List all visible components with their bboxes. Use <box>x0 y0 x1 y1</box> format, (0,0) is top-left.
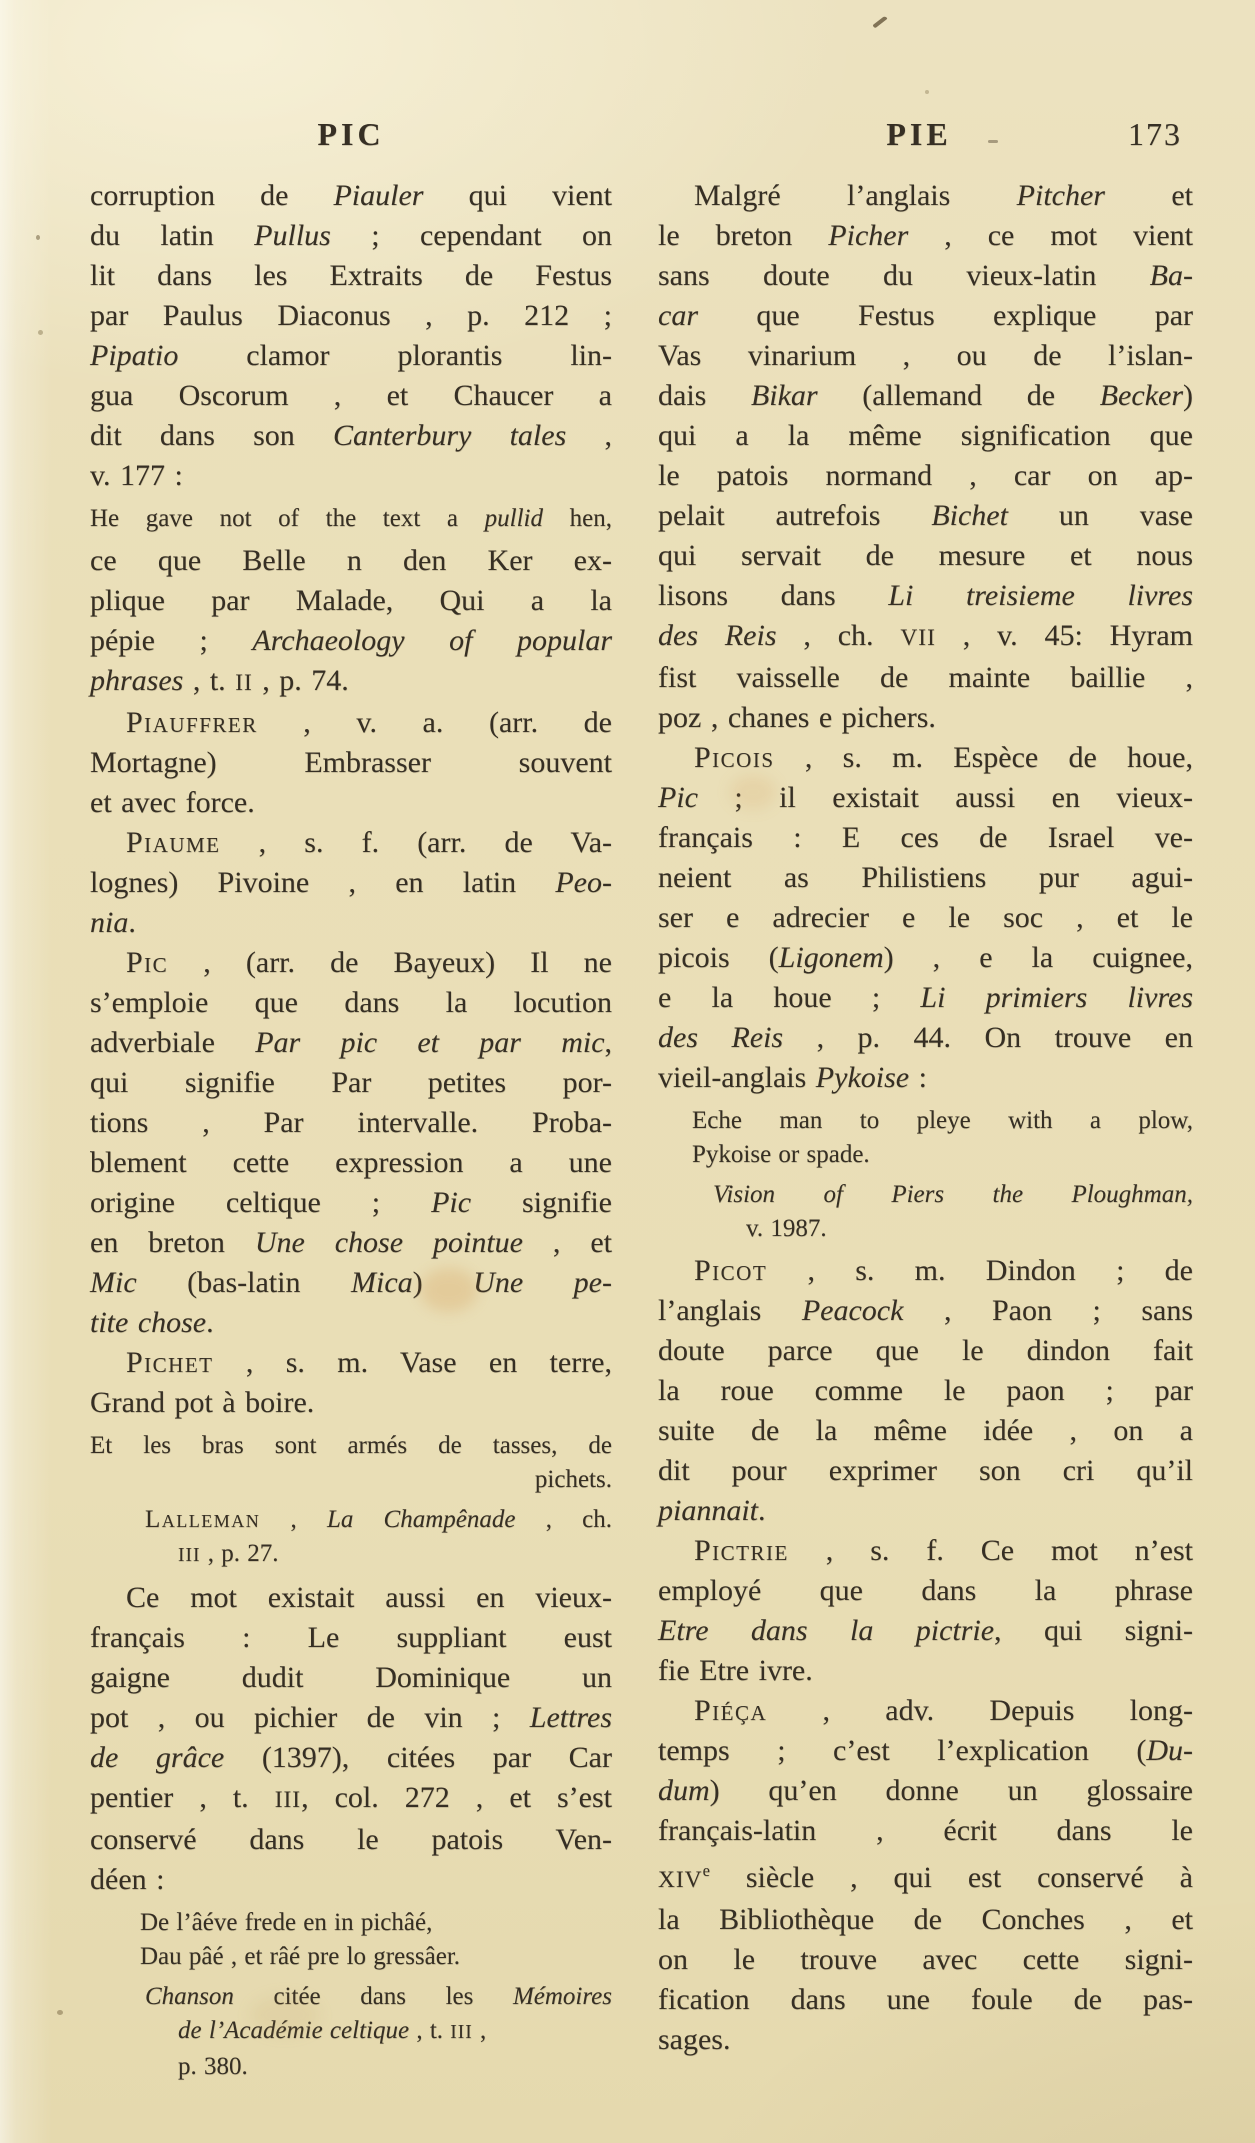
text-run: Mortagne) Embrasser souvent <box>90 746 612 779</box>
text-line <box>90 2014 612 2050</box>
text-run: qui vient <box>423 179 612 212</box>
text-run: Pullus <box>254 219 331 252</box>
scan-artifact-mark <box>988 140 998 143</box>
text-line <box>90 376 612 416</box>
text-run: v. 1987. <box>746 1215 827 1242</box>
text-run: Mica <box>351 1266 413 1299</box>
text-run: sans doute du vieux-latin <box>658 259 1150 292</box>
text-line <box>90 783 612 823</box>
text-run: un vase <box>1007 499 1194 532</box>
text-line <box>90 1103 612 1143</box>
text-run: du latin <box>90 219 255 252</box>
text-line <box>90 1820 612 1860</box>
text-run: Mic <box>90 1266 137 1299</box>
text-run: . <box>206 1306 214 1339</box>
text-line <box>658 216 1193 256</box>
text-line <box>658 978 1193 1018</box>
text-run: p. 380. <box>178 2053 248 2080</box>
text-run: ce que Belle n den Ker ex- <box>90 544 612 577</box>
text-run: gaigne dudit Dominique un <box>90 1661 612 1694</box>
text-line <box>90 1658 612 1698</box>
text-run: Picot <box>694 1254 768 1287</box>
text-run: français : Le suppliant eust <box>90 1621 612 1654</box>
text-run: Li treisieme livres <box>888 579 1193 612</box>
text-run: Chanson <box>145 1983 234 2010</box>
text-run: Pic <box>431 1186 472 1219</box>
text-run: Malgré l’anglais <box>694 179 1017 212</box>
text-run: blement cette expression a une <box>90 1146 612 1179</box>
text-run: dum <box>658 1774 710 1807</box>
text-run: vieil-anglais <box>658 1061 816 1094</box>
text-run: , t. <box>183 664 236 697</box>
text-run: de grâce <box>90 1741 225 1774</box>
text-line <box>658 1331 1193 1371</box>
text-run: , p. 74. <box>252 664 349 697</box>
text-line <box>90 983 612 1023</box>
text-run: Pic <box>658 781 698 814</box>
text-run: ) <box>412 1266 474 1299</box>
text-line <box>658 858 1193 898</box>
text-run: lit dans les Extraits de Festus <box>90 259 612 292</box>
text-run: clamor plorantis lin- <box>178 339 612 372</box>
text-run: Pitcher <box>1016 179 1105 212</box>
text-line <box>658 778 1193 818</box>
text-line <box>90 336 612 376</box>
text-run: Pictrie <box>694 1534 789 1567</box>
text-line <box>658 1178 1193 1212</box>
text-run: conservé dans le patois Ven- <box>90 1823 612 1856</box>
text-run: lisons dans <box>658 579 889 612</box>
text-run: Du- <box>1146 1734 1193 1767</box>
text-run: dais <box>658 379 751 412</box>
text-run: , s. f. Ce mot n’est <box>788 1534 1193 1567</box>
paragraph <box>658 1691 1193 2060</box>
text-run: Grand pot à boire. <box>90 1386 315 1419</box>
paragraph <box>90 1343 612 1423</box>
text-line <box>658 1018 1193 1058</box>
text-line <box>658 176 1193 216</box>
text-run: gua Oscorum , et Chaucer a <box>90 379 612 412</box>
text-run: l’anglais <box>658 1294 802 1327</box>
text-run: III <box>274 1787 302 1813</box>
text-run: picois ( <box>658 941 779 974</box>
paragraph <box>90 176 612 496</box>
scan-artifact-mark <box>872 15 887 28</box>
text-line <box>90 296 612 336</box>
text-run: Archaeology of popular <box>252 624 612 657</box>
text-run: Pichet <box>126 1346 214 1379</box>
text-run: Becker <box>1099 379 1183 412</box>
text-line <box>658 296 1193 336</box>
text-run: citée dans les <box>233 1983 513 2010</box>
text-line <box>90 1143 612 1183</box>
text-run: ser e adrecier e le soc , et le <box>658 901 1193 934</box>
text-line <box>90 1980 612 2014</box>
text-line <box>658 496 1193 536</box>
text-line <box>90 743 612 783</box>
text-line <box>658 938 1193 978</box>
text-line <box>658 1058 1193 1098</box>
text-line <box>90 863 612 903</box>
text-run: piannait <box>658 1494 759 1527</box>
paragraph <box>90 1578 612 1900</box>
text-line <box>90 1618 612 1658</box>
text-line <box>90 416 612 456</box>
text-run: dit pour exprimer son cri qu’il <box>658 1454 1193 1487</box>
text-run: He gave not of the text a <box>90 505 485 532</box>
left-column <box>90 176 612 2089</box>
text-line <box>90 1383 612 1423</box>
text-run: et avec force. <box>90 786 255 819</box>
cite <box>90 1503 612 1573</box>
text-run: (allemand de <box>817 379 1100 412</box>
text-run: hen, <box>543 505 612 532</box>
text-run: ) qu’en donne un glossaire <box>709 1774 1193 1807</box>
text-line <box>90 256 612 296</box>
text-run: pelait autrefois <box>658 499 932 532</box>
text-run: siècle , qui est conservé à <box>709 1861 1193 1894</box>
text-run: de l’Académie celtique <box>178 2017 410 2044</box>
paragraph <box>658 738 1193 1098</box>
text-run: Piauffrer <box>126 706 258 739</box>
text-line <box>90 703 612 743</box>
text-run: des Reis <box>658 1021 784 1054</box>
text-line <box>658 738 1193 778</box>
text-run: Lalleman <box>145 1506 261 1533</box>
text-run: , s. m. Dindon ; de <box>767 1254 1193 1287</box>
text-run: Li primiers livres <box>920 981 1194 1014</box>
text-run: , ch. <box>776 619 901 652</box>
text-line <box>658 536 1193 576</box>
text-run: employé que dans la phrase <box>658 1574 1193 1607</box>
text-run: ) <box>1183 379 1193 412</box>
text-run: Eche man to pleye with a plow, <box>692 1107 1193 1134</box>
text-run: fist vaisselle de mainte baillie , <box>658 661 1193 694</box>
text-run: que Festus explique par <box>698 299 1193 332</box>
scan-speck <box>36 235 40 240</box>
text-run: . <box>128 906 136 939</box>
text-run: : <box>909 1061 927 1094</box>
text-run: pentier , t. <box>90 1781 275 1814</box>
text-line <box>658 698 1193 738</box>
text-line <box>658 616 1193 658</box>
text-line <box>90 661 612 703</box>
text-run: pullid <box>484 505 543 532</box>
text-line <box>658 1651 1193 1691</box>
text-run: lognes) Pivoine , en latin <box>90 866 556 899</box>
text-run: corruption de <box>90 179 334 212</box>
text-run: Piéça <box>694 1694 768 1727</box>
text-run: v. 177 : <box>90 459 183 492</box>
text-line <box>658 1980 1193 2020</box>
text-line <box>90 1537 612 1573</box>
text-run: Bikar <box>750 379 818 412</box>
text-run: Mémoires <box>512 1983 612 2010</box>
text-run: phrases <box>90 664 184 697</box>
text-run: poz , chanes e pichers. <box>658 701 936 734</box>
text-line <box>658 576 1193 616</box>
text-run: Pipatio <box>90 339 179 372</box>
paragraph <box>658 176 1193 738</box>
text-line <box>90 541 612 581</box>
text-line <box>658 1771 1193 1811</box>
text-line <box>658 1411 1193 1451</box>
text-run: , <box>260 1506 327 1533</box>
text-run: fie Etre ivre. <box>658 1654 813 1687</box>
text-run: pot , ou pichier de vin ; <box>90 1701 530 1734</box>
text-line <box>658 1900 1193 1940</box>
text-run: , adv. Depuis long- <box>767 1694 1193 1727</box>
text-run: tions , Par intervalle. Proba- <box>90 1106 612 1139</box>
text-run: des Reis <box>658 619 777 652</box>
text-run: . <box>758 1494 766 1527</box>
text-line <box>658 818 1193 858</box>
text-run: VII <box>900 625 936 651</box>
text-run: II <box>235 670 253 696</box>
text-run: , (arr. de Bayeux) Il ne <box>168 946 612 979</box>
text-run: ) , e la cuignee, <box>883 941 1193 974</box>
text-line <box>658 1104 1193 1138</box>
running-title-left: PIC <box>317 116 385 152</box>
text-run: plique par Malade, Qui a la <box>90 584 612 617</box>
text-line <box>90 1860 612 1900</box>
paragraph <box>658 1251 1193 1531</box>
text-run: Peacock <box>801 1294 904 1327</box>
text-run: qui signifie Par petites por- <box>90 1066 612 1099</box>
text-run: La Champênade <box>326 1506 516 1533</box>
text-run: Piauler <box>333 179 424 212</box>
text-run: , s. f. (arr. de Va- <box>220 826 612 859</box>
text-run: , <box>472 2017 487 2044</box>
text-run: Pic <box>126 946 169 979</box>
text-run: temps ; c’est l’explication ( <box>658 1734 1147 1767</box>
text-run: Ba- <box>1149 259 1193 292</box>
text-run: signifie <box>471 1186 612 1219</box>
text-line <box>90 581 612 621</box>
text-run: , ch. <box>515 1506 612 1533</box>
running-title-right: PIE <box>886 116 952 152</box>
text-run: Et les bras sont armés de tasses, de <box>90 1432 612 1459</box>
text-run: le breton <box>658 219 829 252</box>
text-run: , col. 272 , et s’est <box>301 1781 612 1814</box>
text-run: Pykoise <box>815 1061 910 1094</box>
text-line <box>90 1343 612 1383</box>
text-line <box>658 376 1193 416</box>
text-run: français : E ces de Israel ve- <box>658 821 1193 854</box>
text-run: qui a la même signification que <box>658 419 1193 452</box>
text-line <box>658 1811 1193 1851</box>
text-line <box>658 1371 1193 1411</box>
text-run: qui servait de mesure et nous <box>658 539 1193 572</box>
text-run: sages. <box>658 2023 731 2056</box>
text-run: neient as Philistiens pur agui- <box>658 861 1193 894</box>
text-run: en breton <box>90 1226 255 1259</box>
text-run: la Bibliothèque de Conches , et <box>658 1903 1193 1936</box>
text-line <box>90 1463 612 1497</box>
text-line <box>658 1731 1193 1771</box>
text-run: Vision of Piers the Ploughman, <box>713 1181 1193 1208</box>
text-line <box>90 1778 612 1820</box>
text-run: Picher <box>828 219 909 252</box>
text-run: Lettres <box>529 1701 612 1734</box>
text-line <box>658 256 1193 296</box>
paragraph <box>90 823 612 943</box>
text-line <box>658 1491 1193 1531</box>
text-run: le patois normand , car on ap- <box>658 459 1193 492</box>
text-run: car <box>658 299 698 332</box>
text-run: Ligonem <box>778 941 884 974</box>
text-run: nia <box>90 906 129 939</box>
text-run: e <box>702 1861 710 1880</box>
text-line <box>90 216 612 256</box>
text-run: , <box>566 419 612 452</box>
quote <box>90 502 612 536</box>
paragraph <box>90 943 612 1343</box>
text-run: III <box>178 1545 201 1566</box>
scan-speck <box>38 330 43 335</box>
text-line <box>658 1611 1193 1651</box>
paragraph <box>90 703 612 823</box>
text-line <box>90 621 612 661</box>
text-run: déen : <box>90 1863 165 1896</box>
text-run: Une chose pointue <box>254 1226 523 1259</box>
text-run: ; il existait aussi en vieux- <box>697 781 1193 814</box>
text-line <box>90 823 612 863</box>
text-run: Etre dans la pictrie <box>658 1614 995 1647</box>
text-line <box>90 176 612 216</box>
verse <box>90 1906 612 1974</box>
text-line <box>658 1291 1193 1331</box>
text-run: doute parce que le dindon fait <box>658 1334 1193 1367</box>
text-run: ; cependant on <box>330 219 612 252</box>
text-line <box>658 1212 1193 1246</box>
text-run: pépie ; <box>90 624 253 657</box>
right-column <box>658 176 1193 2060</box>
text-line <box>90 903 612 943</box>
text-line <box>90 2050 612 2084</box>
text-run: pichets. <box>534 1466 612 1493</box>
text-run: , t. <box>409 2017 451 2044</box>
text-run: , Paon ; sans <box>903 1294 1193 1327</box>
text-run: Dau pâé , et râé pre lo gressâer. <box>140 1943 461 1970</box>
text-line <box>90 502 612 536</box>
cite <box>658 1178 1193 1246</box>
text-line <box>90 1698 612 1738</box>
quote <box>90 1429 612 1497</box>
text-run: on le trouve avec cette signi- <box>658 1943 1193 1976</box>
text-line <box>90 1738 612 1778</box>
text-line <box>90 1429 612 1463</box>
text-line <box>658 336 1193 376</box>
text-line <box>90 1223 612 1263</box>
text-line <box>140 1940 612 1974</box>
text-line <box>658 1531 1193 1571</box>
text-run: suite de la même idée , on a <box>658 1414 1193 1447</box>
text-run: français-latin , écrit dans le <box>658 1814 1193 1847</box>
text-line <box>140 1906 612 1940</box>
text-run: Picois <box>694 741 775 774</box>
text-run: Ce mot existait aussi en vieux- <box>126 1581 612 1614</box>
paragraph <box>90 541 612 703</box>
page-number: 173 <box>1128 116 1182 152</box>
text-run: (1397), citées par Car <box>224 1741 612 1774</box>
text-run: Piaume <box>126 826 221 859</box>
text-run: adverbiale <box>90 1026 256 1059</box>
text-run: tite chose <box>90 1306 207 1339</box>
text-line <box>658 456 1193 496</box>
text-line <box>90 1578 612 1618</box>
text-run: Pykoise or spade. <box>692 1141 870 1168</box>
text-line <box>658 1451 1193 1491</box>
text-run: par Paulus Diaconus , p. 212 ; <box>90 299 612 332</box>
text-line <box>658 658 1193 698</box>
text-line <box>90 1503 612 1537</box>
text-line <box>90 1183 612 1223</box>
text-run: e la houe ; <box>658 981 921 1014</box>
text-run: , v. 45: Hyram <box>935 619 1193 652</box>
text-line <box>90 943 612 983</box>
text-line <box>90 1303 612 1343</box>
text-run: la roue comme le paon ; par <box>658 1374 1193 1407</box>
text-run: , s. m. Espèce de houe, <box>774 741 1193 774</box>
text-run: XIV <box>658 1867 703 1893</box>
text-line <box>90 1063 612 1103</box>
text-run: , v. a. (arr. de <box>257 706 612 739</box>
scan-speck <box>57 2010 63 2015</box>
text-line <box>658 1138 1193 1172</box>
text-line <box>658 416 1193 456</box>
text-line <box>658 898 1193 938</box>
text-run: , p. 44. On trouve en <box>783 1021 1194 1054</box>
text-line <box>658 2020 1193 2060</box>
text-run: Peo- <box>555 866 612 899</box>
text-run: s’emploie que dans la locution <box>90 986 612 1019</box>
text-run: Vas vinarium , ou de l’islan- <box>658 339 1193 372</box>
text-run: , s. m. Vase en terre, <box>213 1346 612 1379</box>
text-run: dit dans son <box>90 419 334 452</box>
text-run: , et <box>522 1226 612 1259</box>
text-line <box>90 1023 612 1063</box>
quote <box>658 1104 1193 1172</box>
text-run: De l’âéve frede en in pichâé, <box>140 1909 433 1936</box>
text-run: , qui signi- <box>994 1614 1194 1647</box>
text-run: fication dans une foule de pas- <box>658 1983 1193 2016</box>
text-run: , <box>604 1026 613 1059</box>
text-run: Bichet <box>931 499 1008 532</box>
cite <box>90 1980 612 2084</box>
text-line <box>658 1940 1193 1980</box>
text-line <box>90 1263 612 1303</box>
text-line <box>90 456 612 496</box>
text-line <box>658 1251 1193 1291</box>
text-run: , ce mot vient <box>908 219 1193 252</box>
text-run: (bas-latin <box>136 1266 351 1299</box>
text-run: Une pe- <box>473 1266 612 1299</box>
text-line <box>658 1571 1193 1611</box>
text-run: , p. 27. <box>200 1540 279 1567</box>
paragraph <box>658 1531 1193 1691</box>
text-line <box>658 1851 1193 1900</box>
text-run: et <box>1104 179 1193 212</box>
text-run: origine celtique ; <box>90 1186 432 1219</box>
text-run: III <box>450 2022 473 2043</box>
scan-speck <box>925 90 929 94</box>
text-run: Par pic et par mic <box>255 1026 605 1059</box>
text-line <box>658 1691 1193 1731</box>
text-run: Canterbury tales <box>333 419 567 452</box>
